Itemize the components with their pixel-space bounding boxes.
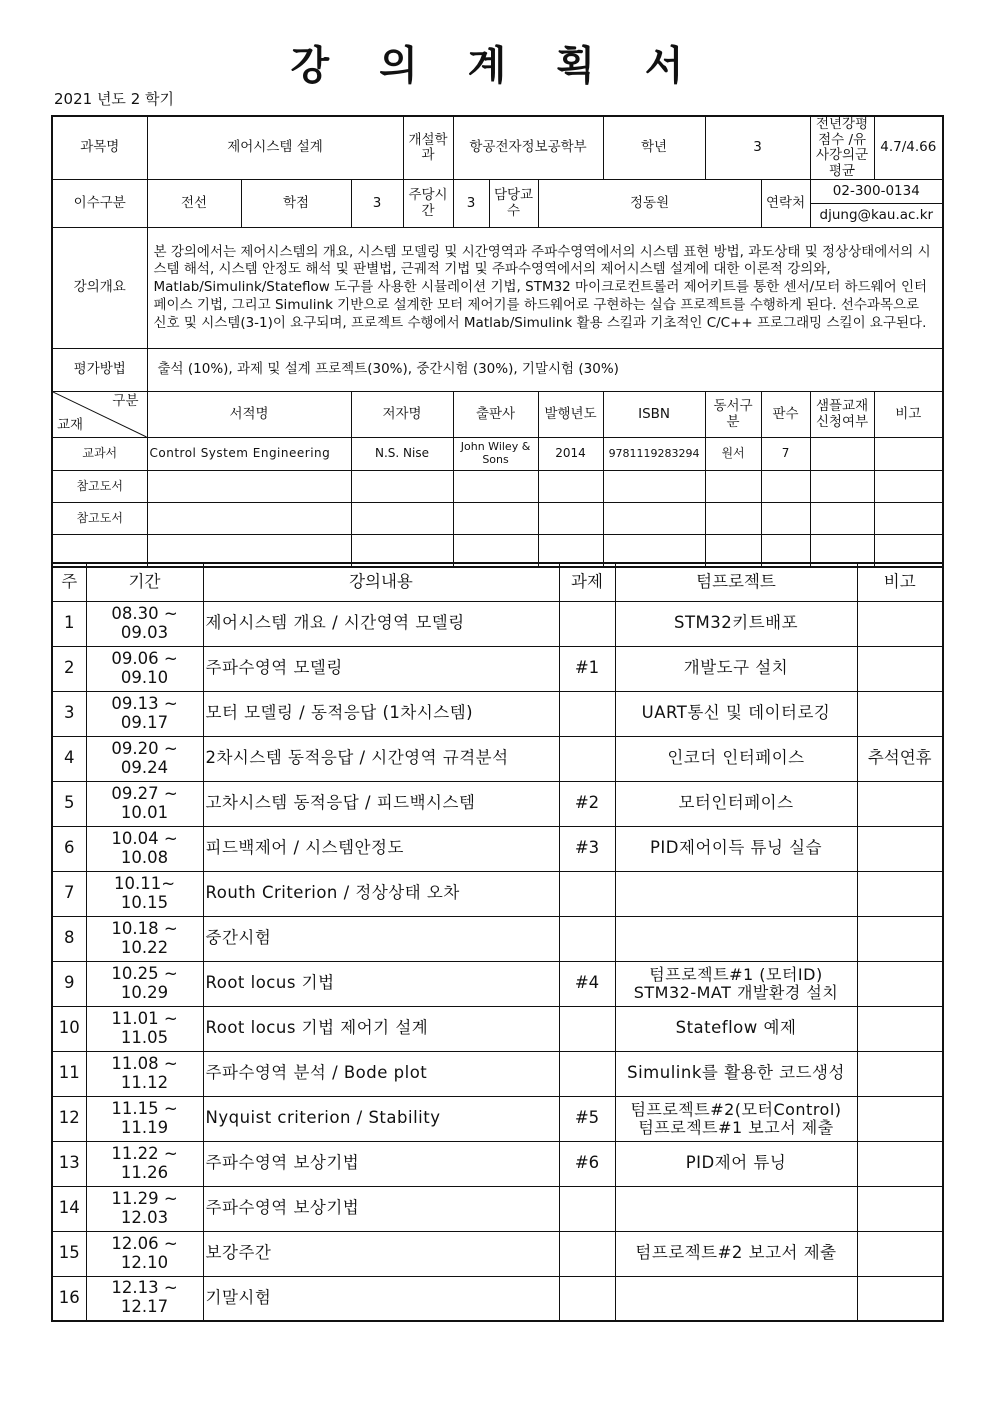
schedule-row [52, 601, 943, 646]
schedule-team-project [615, 916, 857, 961]
schedule-team-project [615, 961, 857, 1006]
schedule-content: 고차시스템 동적응답 / 피드백시스템 [203, 781, 559, 826]
schedule-row [52, 1231, 943, 1276]
year-value: 3 [705, 116, 810, 180]
schedule-homework [559, 1276, 615, 1321]
book-author: N.S. Nise [351, 438, 453, 471]
type-label: 이수구분 [52, 180, 147, 228]
schedule-period: 09.27 ~ 10.01 [86, 781, 203, 826]
schedule-team-project [615, 1276, 857, 1321]
book-corner-top: 구분 [112, 393, 139, 410]
credit-value: 3 [351, 180, 403, 228]
schedule-homework: #6 [559, 1141, 615, 1186]
book-header-isbn: ISBN [603, 392, 705, 438]
prof-label: 담당교수 [489, 180, 538, 228]
course-label: 과목명 [52, 116, 147, 180]
schedule-team-project: Stateflow 예제 [615, 1006, 857, 1051]
schedule-row [52, 781, 943, 826]
schedule-homework [559, 1051, 615, 1096]
schedule-note [857, 826, 943, 871]
schedule-team-project: 모터인터페이스 [615, 781, 857, 826]
schedule-row [52, 691, 943, 736]
schedule-row [52, 1006, 943, 1051]
schedule-week: 11 [52, 1051, 86, 1096]
schedule-week: 10 [52, 1006, 86, 1051]
book-header-year: 발행년도 [538, 392, 603, 438]
schedule-period: 11.01 ~ 11.05 [86, 1006, 203, 1051]
schedule-homework [559, 736, 615, 781]
book-row [52, 438, 943, 471]
schedule-team-project: 텀프로젝트#2 보고서 제출 [615, 1231, 857, 1276]
year-label: 학년 [603, 116, 705, 180]
schedule-content: 중간시험 [203, 916, 559, 961]
eval-label: 평가방법 [52, 349, 147, 392]
schedule-period: 10.25 ~ 10.29 [86, 961, 203, 1006]
course-name: 제어시스템 설계 [147, 116, 403, 180]
schedule-note [857, 1231, 943, 1276]
schedule-week: 6 [52, 826, 86, 871]
schedule-note [857, 916, 943, 961]
schedule-period: 10.04 ~ 10.08 [86, 826, 203, 871]
type-value: 전선 [147, 180, 241, 228]
schedule-content: Nyquist criterion / Stability [203, 1096, 559, 1141]
book-edition: 7 [761, 438, 810, 471]
schedule-period: 11.22 ~ 11.26 [86, 1141, 203, 1186]
schedule-team-project-line: STM32-MAT 개발환경 설치 [633, 982, 839, 1002]
contact-label: 연락처 [761, 180, 810, 228]
schedule-team-project [615, 1096, 857, 1141]
schedule-week: 8 [52, 916, 86, 961]
schedule-team-project-line: 텀프로젝트#1 보고서 제출 [638, 1117, 834, 1137]
schedule-period: 09.06 ~ 09.10 [86, 646, 203, 691]
schedule-team-project: PID제어 튜닝 [615, 1141, 857, 1186]
schedule-header-period: 기간 [86, 563, 203, 601]
prof-name: 정동원 [538, 180, 761, 228]
schedule-note [857, 601, 943, 646]
schedule-row [52, 916, 943, 961]
semester: 2021 년도 2 학기 [54, 90, 174, 108]
schedule-note [857, 1096, 943, 1141]
book-header-sample: 샘플교재신청여부 [810, 392, 874, 438]
schedule-homework: #2 [559, 781, 615, 826]
schedule-note [857, 871, 943, 916]
schedule-row [52, 961, 943, 1006]
schedule-week: 3 [52, 691, 86, 736]
schedule-week: 2 [52, 646, 86, 691]
schedule-homework: #4 [559, 961, 615, 1006]
book-year: 2014 [538, 438, 603, 471]
schedule-note [857, 1141, 943, 1186]
rating-value: 4.7/4.66 [874, 116, 943, 180]
schedule-week: 15 [52, 1231, 86, 1276]
schedule-period: 11.08 ~ 11.12 [86, 1051, 203, 1096]
book-isbn: 9781119283294 [603, 438, 705, 471]
schedule-row [52, 871, 943, 916]
book-row [52, 503, 943, 535]
schedule-week: 13 [52, 1141, 86, 1186]
schedule-row [52, 736, 943, 781]
book-kind: 참고도서 [52, 503, 147, 535]
schedule-week: 16 [52, 1276, 86, 1321]
schedule-team-project: 개발도구 설치 [615, 646, 857, 691]
schedule-week: 14 [52, 1186, 86, 1231]
schedule-period: 12.06 ~ 12.10 [86, 1231, 203, 1276]
overview-label: 강의개요 [52, 228, 147, 349]
schedule-homework [559, 1006, 615, 1051]
schedule-homework [559, 601, 615, 646]
schedule-content: 모터 모델링 / 동적응답 (1차시스템) [203, 691, 559, 736]
schedule-row [52, 826, 943, 871]
schedule-content: Root locus 기법 [203, 961, 559, 1006]
book-header-note: 비고 [874, 392, 943, 438]
schedule-row [52, 1051, 943, 1096]
credit-label: 학점 [241, 180, 351, 228]
schedule-note [857, 1006, 943, 1051]
schedule-period: 11.29 ~ 12.03 [86, 1186, 203, 1231]
schedule-row [52, 1141, 943, 1186]
book-header-author: 저자명 [351, 392, 453, 438]
schedule-content: 주파수영역 보상기법 [203, 1141, 559, 1186]
schedule-team-project: 인코더 인터페이스 [615, 736, 857, 781]
schedule-content: 제어시스템 개요 / 시간영역 모델링 [203, 601, 559, 646]
schedule-week: 5 [52, 781, 86, 826]
schedule-period: 10.11~ 10.15 [86, 871, 203, 916]
schedule-table [51, 562, 944, 1322]
schedule-note [857, 781, 943, 826]
schedule-note [857, 691, 943, 736]
book-kind: 참고도서 [52, 471, 147, 503]
schedule-week: 1 [52, 601, 86, 646]
schedule-period: 10.18 ~ 10.22 [86, 916, 203, 961]
schedule-week: 4 [52, 736, 86, 781]
schedule-note [857, 1051, 943, 1096]
rating-label: 전년강평점수 /유사강의군평균 [810, 116, 874, 180]
schedule-team-project [615, 871, 857, 916]
schedule-content: 주파수영역 보상기법 [203, 1186, 559, 1231]
book-kind: 교과서 [52, 438, 147, 471]
schedule-content: Routh Criterion / 정상상태 오차 [203, 871, 559, 916]
schedule-header-content: 강의내용 [203, 563, 559, 601]
book-corner-bottom: 교재 [57, 416, 84, 433]
schedule-homework [559, 916, 615, 961]
book-origin: 원서 [705, 438, 761, 471]
book-header-publisher: 출판사 [453, 392, 538, 438]
schedule-team-project: PID제어이득 튜닝 실습 [615, 826, 857, 871]
course-info-table [51, 115, 944, 568]
hours-label: 주당시간 [403, 180, 453, 228]
schedule-team-project: UART통신 및 데이터로깅 [615, 691, 857, 736]
schedule-period: 09.20 ~ 09.24 [86, 736, 203, 781]
schedule-note [857, 961, 943, 1006]
schedule-period: 11.15 ~ 11.19 [86, 1096, 203, 1141]
schedule-header-week: 주 [52, 563, 86, 601]
schedule-team-project-line: 텀프로젝트#2(모터Control) [630, 1099, 842, 1119]
schedule-homework: #5 [559, 1096, 615, 1141]
schedule-homework [559, 1231, 615, 1276]
book-row [52, 471, 943, 503]
page-title: 강 의 계 획 서 [290, 43, 702, 89]
schedule-homework [559, 1186, 615, 1231]
book-header-origin: 동서구분 [705, 392, 761, 438]
dept-label: 개설학과 [403, 116, 453, 180]
email: djung@kau.ac.kr [810, 204, 943, 228]
book-title: Control System Engineering [147, 438, 351, 471]
schedule-note [857, 646, 943, 691]
schedule-team-project [615, 1186, 857, 1231]
schedule-period: 09.13 ~ 09.17 [86, 691, 203, 736]
schedule-content: 기말시험 [203, 1276, 559, 1321]
schedule-period: 08.30 ~ 09.03 [86, 601, 203, 646]
schedule-note: 추석연휴 [857, 736, 943, 781]
schedule-header-homework: 과제 [559, 563, 615, 601]
schedule-week: 12 [52, 1096, 86, 1141]
schedule-team-project-line: 텀프로젝트#1 (모터ID) [649, 964, 823, 984]
schedule-content: 보강주간 [203, 1231, 559, 1276]
schedule-content: 2차시스템 동적응답 / 시간영역 규격분석 [203, 736, 559, 781]
schedule-week: 7 [52, 871, 86, 916]
hours-value: 3 [453, 180, 489, 228]
book-header-title: 서적명 [147, 392, 351, 438]
schedule-header-note: 비고 [857, 563, 943, 601]
schedule-row [52, 1276, 943, 1321]
overview-text: 본 강의에서는 제어시스템의 개요, 시스템 모델링 및 시간영역과 주파수영역에서의 시스템 표현 방법, 과도상태 및 정상상태에서의 시스템 해석, 시스템 안정도 해석 및 판별법, 근궤적 기법 및 주파수영역에서의 제어시스템 설계에 대한 이론적 강의와, Matlab/Simulink/Stateflow 도구를 사용한 시뮬레이션 기법, STM32 마이크로컨트롤러 제어키트를 통한 센서/모터 하드웨어 인터페이스 기법, 그리고 Simulink 기반으로 설계한 모터 제어기를 하드웨어로 구현하는 실습 프로젝트를 수행하게 된다. 선수과목으로 신호 및 시스템(3-1)이 요구되며, 프로젝트 수행에서 Matlab/Simulink 활용 스킬과 기초적인 C/C++ 프로그래밍 스킬이 요구된다. [147, 228, 943, 349]
schedule-content: 피드백제어 / 시스템안정도 [203, 826, 559, 871]
schedule-homework [559, 691, 615, 736]
schedule-row [52, 1186, 943, 1231]
schedule-row [52, 1096, 943, 1141]
schedule-team-project: STM32키트배포 [615, 601, 857, 646]
schedule-period: 12.13 ~ 12.17 [86, 1276, 203, 1321]
schedule-homework: #1 [559, 646, 615, 691]
schedule-note [857, 1186, 943, 1231]
schedule-homework [559, 871, 615, 916]
schedule-content: 주파수영역 모델링 [203, 646, 559, 691]
schedule-content: Root locus 기법 제어기 설계 [203, 1006, 559, 1051]
schedule-header-team-project: 텀프로젝트 [615, 563, 857, 601]
book-header-edition: 판수 [761, 392, 810, 438]
schedule-team-project: Simulink를 활용한 코드생성 [615, 1051, 857, 1096]
eval-text: 출석 (10%), 과제 및 설계 프로젝트(30%), 중간시험 (30%), 기말시험 (30%) [147, 349, 943, 392]
schedule-homework: #3 [559, 826, 615, 871]
schedule-content: 주파수영역 분석 / Bode plot [203, 1051, 559, 1096]
phone: 02-300-0134 [810, 180, 943, 204]
schedule-row [52, 646, 943, 691]
schedule-week: 9 [52, 961, 86, 1006]
schedule-note [857, 1276, 943, 1321]
dept-name: 항공전자정보공학부 [453, 116, 603, 180]
book-publisher: John Wiley & Sons [453, 438, 538, 471]
book-corner-cell [52, 392, 147, 438]
